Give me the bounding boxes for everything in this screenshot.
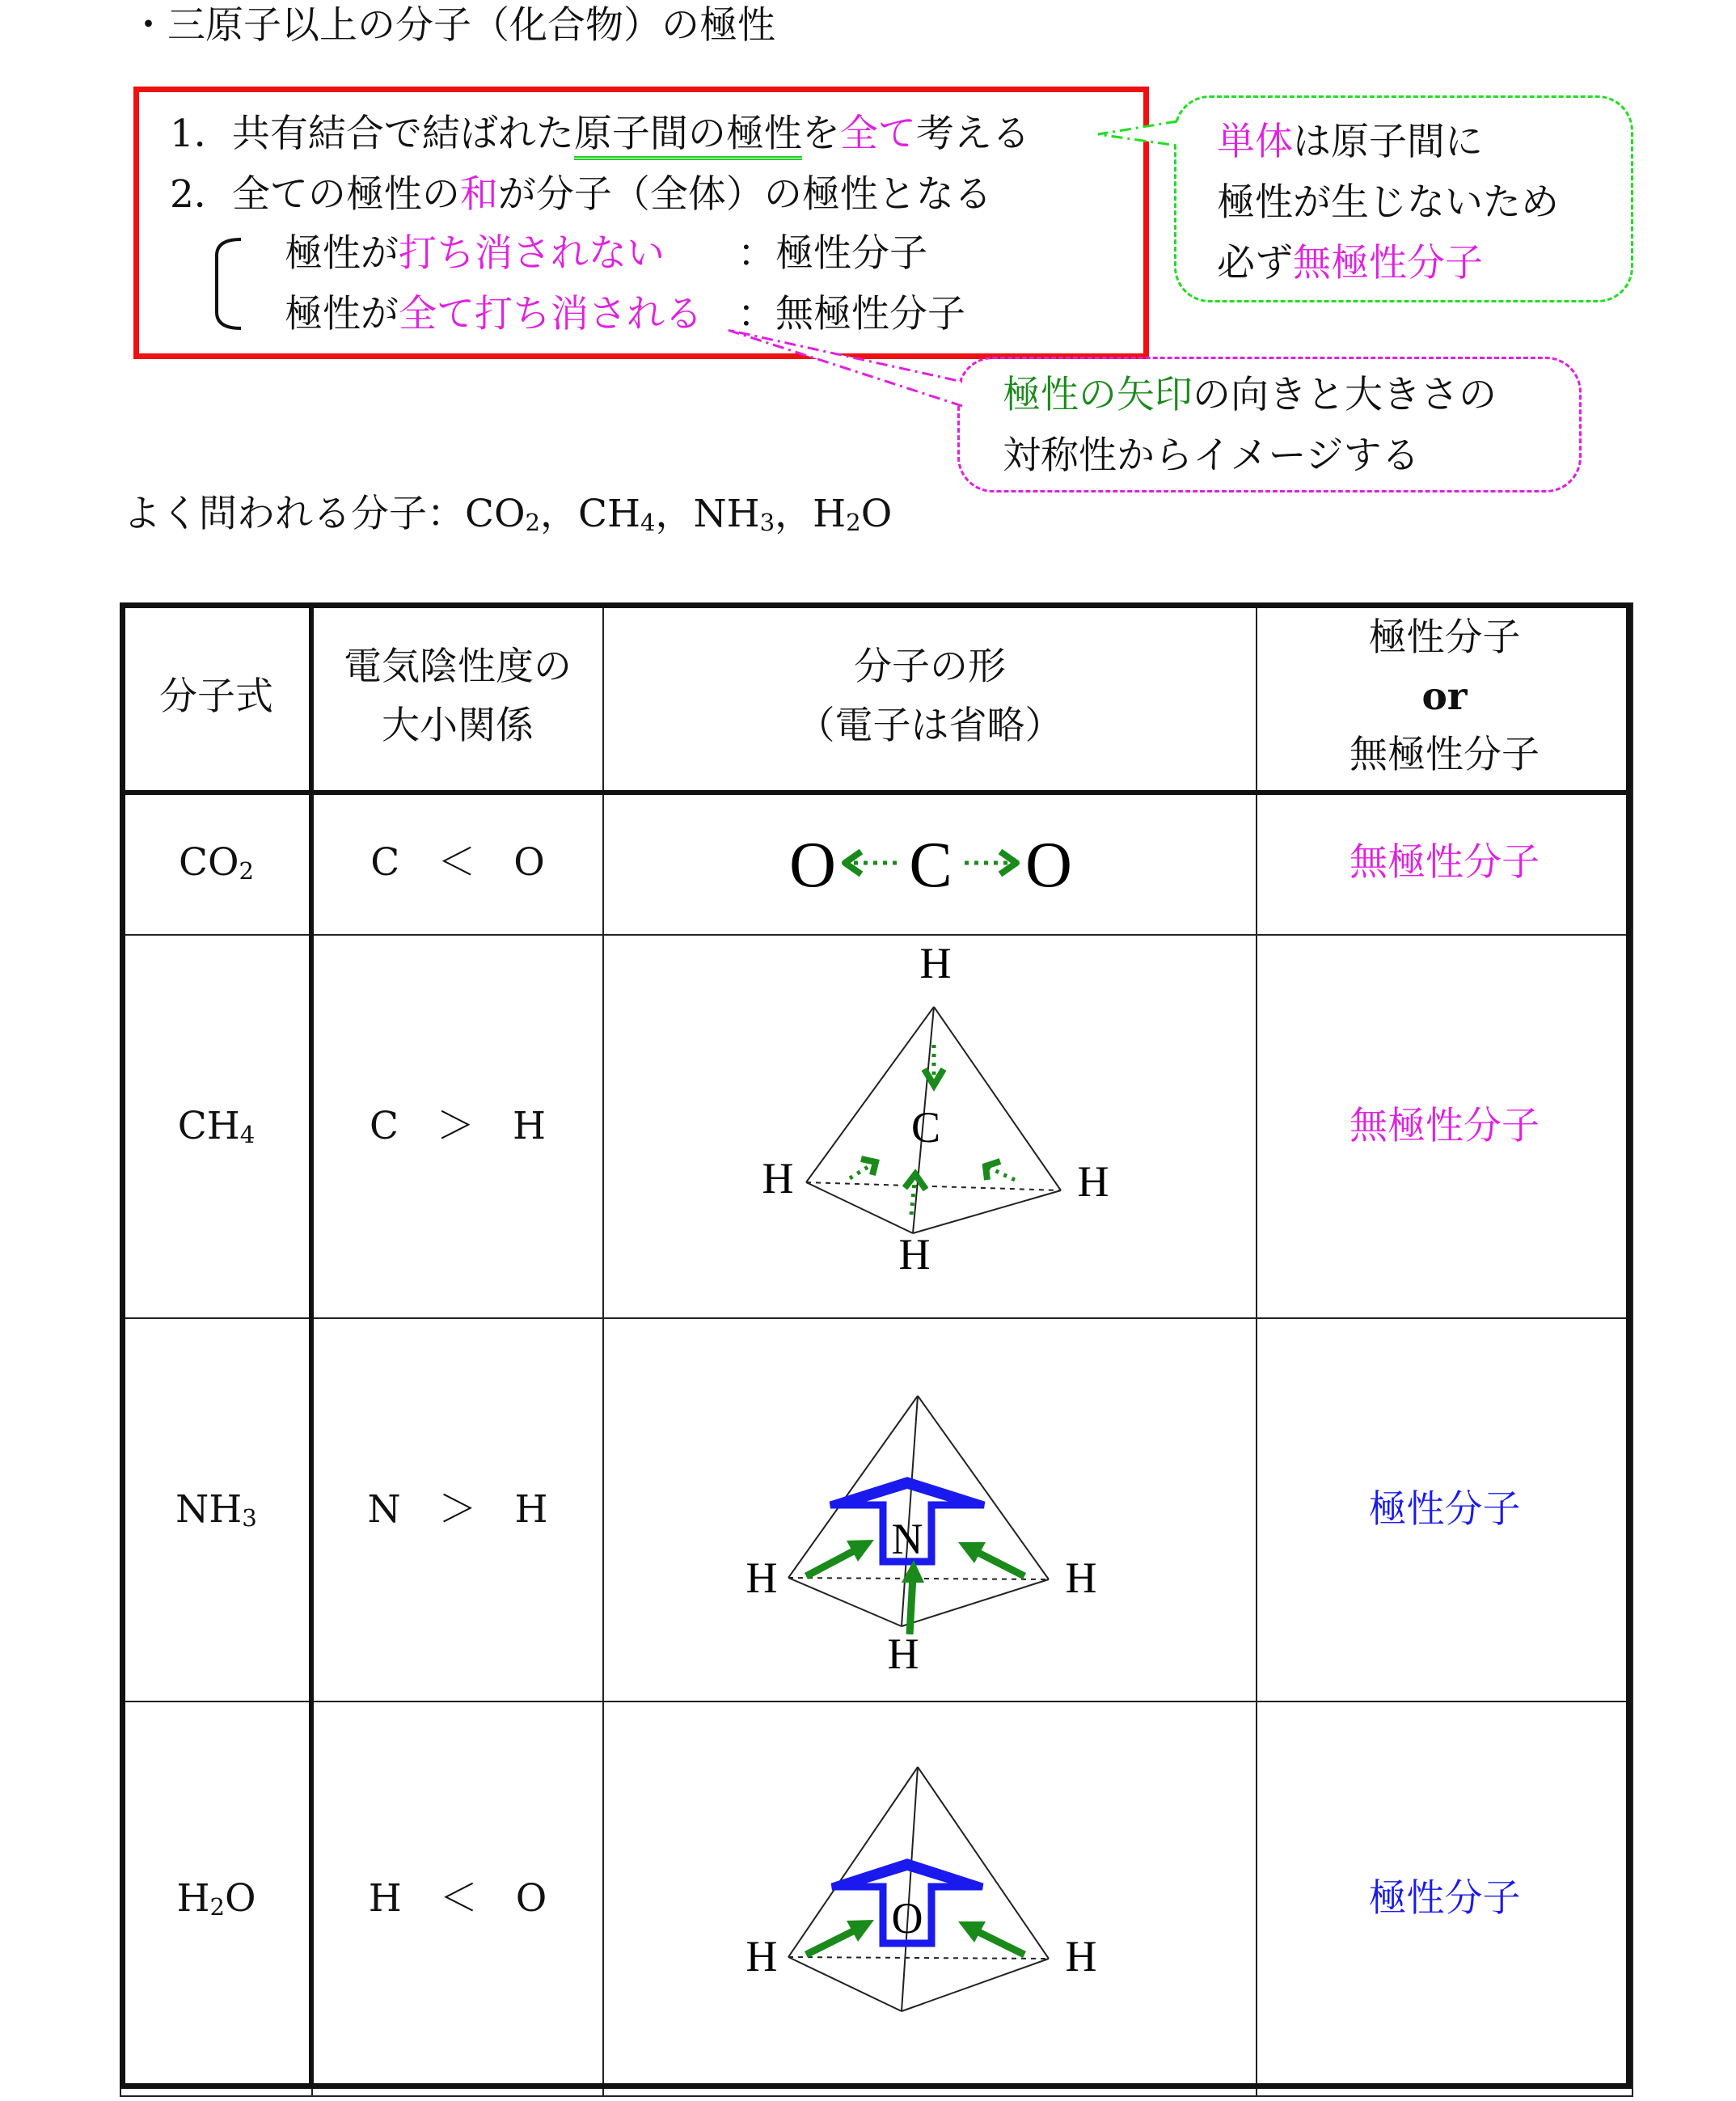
atom-label: C	[910, 1103, 941, 1152]
atom-label: O	[891, 1894, 923, 1942]
molecule-list-text: ，CH	[540, 492, 640, 536]
subscript: 4	[239, 1120, 256, 1148]
highlight-text: 無極性分子	[1293, 241, 1483, 285]
highlight-text: 和	[459, 172, 498, 217]
rule-4-result: ：無極性分子	[737, 292, 965, 336]
rule-text: 共有結合で結ばれた	[231, 112, 574, 156]
result-cell	[1257, 935, 1633, 1318]
rule-1	[170, 112, 1030, 156]
result-text: 極性分子	[1368, 1875, 1521, 1921]
header-shape	[603, 603, 1257, 791]
polarity-table	[120, 602, 1633, 2097]
rule-text: 考える	[915, 112, 1030, 156]
shape-cell	[603, 1318, 1257, 1702]
atom-label: H	[887, 1630, 919, 1678]
subscript: 2	[846, 509, 861, 537]
callout-text: の向きと大きさの	[1193, 373, 1497, 417]
callout-green-line-3	[1217, 241, 1483, 285]
callout-magenta-line-2: 対称性からイメージする	[1003, 433, 1420, 478]
underlined-text: 原子間の極性	[574, 112, 802, 160]
molecule-list-text: よく問われる分子：CO	[123, 492, 526, 536]
callout-text: は原子間に	[1293, 120, 1483, 164]
atom-label: O	[1025, 830, 1072, 901]
subscript: 2	[209, 1892, 225, 1921]
bracket-icon	[209, 236, 249, 332]
molecule-list-text: ，NH	[655, 492, 760, 536]
molecule-list-text: O	[860, 492, 893, 536]
table-row	[120, 1702, 1633, 2096]
atom-label: H	[762, 1154, 794, 1203]
formula-cell	[120, 791, 312, 935]
page-title: ・三原子以上の分子（化合物）の極性	[129, 3, 775, 48]
atom-label: H	[746, 1554, 778, 1602]
callout-text: 必ず	[1217, 241, 1293, 285]
formula-text: H	[176, 1875, 210, 1921]
formula-cell	[120, 935, 312, 1318]
header-line: （電子は省略）	[796, 704, 1063, 748]
rule-3-result: ：極性分子	[737, 231, 927, 276]
header-line: 極性分子	[1368, 615, 1521, 660]
highlight-text: 極性の矢印	[1003, 373, 1193, 417]
result-cell	[1257, 1702, 1633, 2096]
formula-cell	[120, 1702, 312, 2096]
result-text: 無極性分子	[1350, 1103, 1540, 1148]
molecule-list-text: ，H	[775, 492, 847, 536]
rule-4	[285, 292, 703, 336]
header-line: 電気陰性度の	[344, 645, 572, 690]
rule-2	[170, 172, 992, 217]
nh3-tetrahedron-diagram	[604, 1319, 1257, 1701]
atom-label: H	[1065, 1554, 1097, 1602]
callout-magenta-line-1	[1003, 373, 1497, 417]
atom-label: N	[891, 1515, 923, 1563]
table-header-row	[120, 603, 1633, 791]
rule-number: 2．	[170, 172, 232, 217]
callout-pointer-green	[1083, 97, 1189, 170]
formula-text: CH	[177, 1103, 240, 1148]
highlight-text: 全て	[839, 112, 916, 156]
formula-cell	[120, 1318, 312, 1702]
polarity-arrow-left-icon	[845, 852, 897, 874]
table-row	[120, 1318, 1633, 1702]
formula-text: O	[224, 1875, 256, 1921]
atom-label: H	[898, 1230, 931, 1279]
header-electronegativity	[312, 603, 603, 791]
electronegativity-cell: C ＜ O	[312, 791, 603, 935]
header-line: or	[1421, 674, 1468, 719]
result-cell	[1257, 1318, 1633, 1702]
highlight-text: 打ち消されない	[399, 231, 665, 276]
electronegativity-cell: H ＜ O	[312, 1702, 603, 2096]
header-divider	[120, 790, 1632, 795]
table-row	[120, 791, 1633, 935]
shape-cell	[603, 1702, 1257, 2096]
callout-pointer-magenta	[720, 315, 978, 437]
electronegativity-cell: N ＞ H	[312, 1318, 603, 1702]
table-row	[120, 935, 1633, 1318]
shape-cell	[603, 935, 1257, 1318]
header-line: 分子の形	[854, 645, 1006, 690]
polarity-arrow-right-icon	[965, 852, 1016, 874]
ch4-tetrahedron-diagram	[604, 936, 1257, 1317]
header-line: 大小関係	[382, 704, 534, 748]
result-text: 極性分子	[1368, 1486, 1521, 1532]
callout-green-line-1	[1217, 120, 1483, 164]
h2o-tetrahedron-diagram	[604, 1702, 1257, 2095]
subscript: 3	[759, 509, 775, 537]
rule-number: 1．	[170, 112, 232, 156]
electronegativity-cell: C ＞ H	[312, 935, 603, 1318]
header-polarity	[1257, 603, 1633, 791]
rule-3	[285, 231, 665, 276]
subscript: 2	[239, 856, 255, 885]
header-formula: 分子式	[120, 603, 312, 791]
atom-label: H	[919, 939, 952, 987]
subscript: 2	[525, 509, 541, 537]
subscript: 4	[640, 509, 656, 537]
highlight-text: 単体	[1217, 120, 1293, 164]
atom-label: C	[909, 830, 952, 901]
subscript: 3	[242, 1503, 257, 1532]
callout-green-line-2: 極性が生じないため	[1217, 180, 1559, 225]
rule-text: を	[801, 112, 840, 156]
formula-text: CO	[178, 839, 239, 885]
column-divider	[309, 602, 314, 2089]
highlight-text: 全て打ち消される	[399, 292, 703, 336]
atom-label: O	[789, 830, 836, 901]
atom-label: H	[1065, 1932, 1097, 1981]
common-molecules	[123, 492, 893, 537]
result-text: 無極性分子	[1350, 839, 1540, 885]
atom-label: H	[746, 1932, 778, 1981]
rule-text: 極性が	[285, 231, 399, 276]
atom-label: H	[1077, 1157, 1109, 1206]
formula-text: NH	[175, 1486, 243, 1532]
shape-cell	[603, 791, 1257, 935]
rule-text: が分子（全体）の極性となる	[497, 172, 992, 217]
rule-text: 極性が	[285, 292, 399, 336]
header-line: 無極性分子	[1350, 733, 1540, 778]
result-cell	[1257, 791, 1633, 935]
co2-diagram	[604, 792, 1257, 934]
rule-text: 全ての極性の	[231, 172, 460, 217]
